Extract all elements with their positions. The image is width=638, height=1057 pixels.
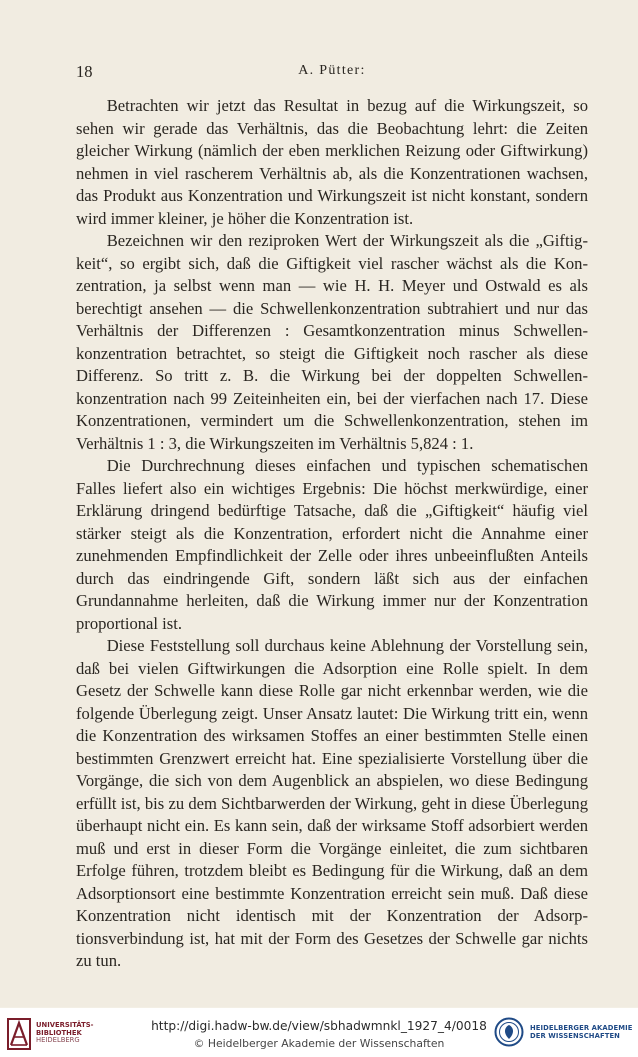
library-name-line-2: BIBLIOTHEK [36,1028,82,1037]
academy-name [530,1024,632,1040]
paragraph-1: Betrachten wir jetzt das Resultat in bezug auf die Wirkungszeit, so sehen wir gerade das Verhältnis, das die Beobachtung lehrt: die Zeiten gleicher Wirkung (nämlich der eben merklichen Reizung oder Giftwirkung) nehmen in viel rascherem Verhältnis ab, als die Konzentrationen wachsen, das Produkt aus Konzentration und Wirkungszeit ist nicht konstant, sondern wird immer kleiner, je höher die Konzentration ist. [76,96,588,228]
academy-seal-icon [494,1017,524,1047]
body-text [76,95,588,973]
running-head-author: A. Pütter: [298,63,366,78]
library-name-line-1: UNIVERSITÄTS- [36,1021,94,1029]
footer-bar [0,1008,638,1057]
permalink-url[interactable]: http://digi.hadw-bw.de/view/sbhadwmnkl_1927_4/0018 [151,1019,487,1033]
copyright-notice: © Heidelberger Akademie der Wissenschaften [193,1037,445,1050]
running-head [76,62,588,84]
paragraph-3: Die Durchrechnung dieses einfachen und typischen schematischen Falles liefert also ein wichtiges Ergebnis: Die höchst merkwürdige, einer Erklärung dringend bedürftige Tatsache, daß die „Giftigkeit“ häufig viel stärker steigt als die Konzentration, erfordert nicht die Annahme einer zunehmenden Empfindlichkeit der Zelle oder ihres unbeeinflußten Anteils durch das eindringende Gift, sondern läßt sich aus der einfachen Grundannahme herleiten, daß die Wirkung immer nur der Konzentration proportional ist. [76,456,588,633]
library-name-line-3: HEIDELBERG [36,1036,80,1045]
paragraph-4: Diese Feststellung soll durchaus keine Ablehnung der Vorstellung sein, daß bei vielen Giftwirkungen die Adsorption eine Rolle spielt. In dem Gesetz der Schwelle kann diese Rolle gar nicht erkennbar werden, wie die folgende Überlegung zeigt. Unser Ansatz lautet: Die Wirkung tritt ein, wenn die Konzentration des wirksamen Stoffes an einer bestimmten Stelle einen bestimmten Grenzwert erreicht hat. Eine spezialisierte Vorstellung über die Vorgänge, die sich von dem Augenblick an abspielen, wo diese Bedingung erfüllt ist, bis zu dem Sichtbarwerden der Wirkung, geht in diese Überlegung überhaupt nicht ein. Es kann sein, daß der wirksame Stoff adsorbiert werden muß und erst in dieser Form die Vorgänge einleitet, die zum sichtbaren Erfolge führen, trotzdem bleibt es Bedingung für die Wirkung, daß an dem Adsorptionsort eine bestimmte Konzentration erreicht sein muß. Daß diese Konzentration nicht identisch mit der Konzentration der Adsorptionsverbindung ist, hat mit der Form des Gesetzes der Schwelle gar nichts zu tun. [76,636,588,970]
academy-name-line-1: HEIDELBERGER AKADEMIE [530,1024,633,1032]
page-number: 18 [76,62,93,81]
academy-name-line-2: DER WISSENSCHAFTEN [530,1032,620,1041]
paragraph-2: Bezeichnen wir den reziproken Wert der Wirkungszeit als die „Giftigkeit“, so ergibt sich, daß die Giftigkeit viel rascher wächst als die Konzentration, ja selbst wenn man — wie H. H. Meyer und Ostwald es als berechtigt ansehen — die Schwellenkonzentration subtrahiert und nur das Verhältnis der Differenzen : Gesamtkonzentration minus Schwellenkonzentration betrachtet, so steigt die Giftigkeit noch rascher als diese Differenz. So tritt z. B. die Wirkung bei der doppelten Schwellenkonzentration nach 99 Zeiteinheiten ein, bei der vierfachen nach 17. Diese Konzentrationen, vermindert um die Schwellenkonzentration, stehen im Verhältnis 1 : 3, die Wirkungszeiten im Verhältnis 5,824 : 1. [76,231,588,453]
